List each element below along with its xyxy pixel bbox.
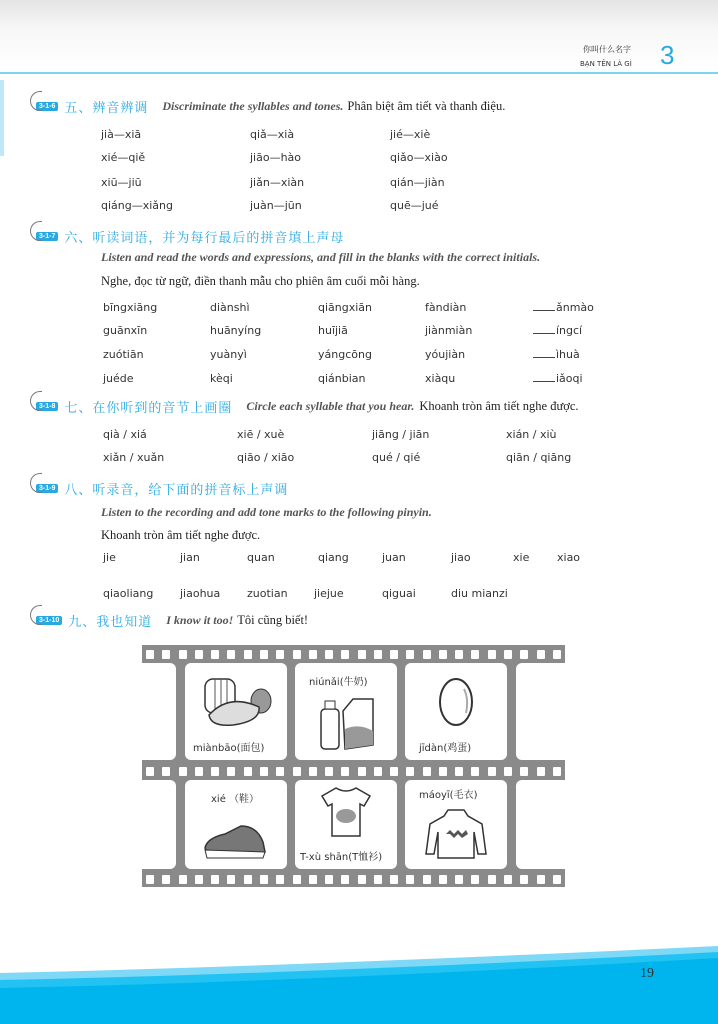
audio-track-badge[interactable]: 3-1-10 [36,616,62,625]
pinyin-item [533,372,583,385]
pinyin-item [103,551,116,564]
pinyin-item [318,324,348,337]
perforation-hole [374,767,382,776]
perforation-hole [227,650,235,659]
pinyin-text: yóujiàn [425,348,466,361]
pinyin-text: qiang [318,551,349,564]
perforation-hole [211,767,219,776]
section-instruction-en: Listen to the recording and add tone marks to the following pinyin. [101,505,432,519]
perforation-hole [390,650,398,659]
section-header-8 [30,479,288,497]
pinyin-text: huānyíng [210,324,262,337]
pinyin-item [425,372,455,385]
pinyin-item [103,587,153,600]
pinyin-item [237,451,294,464]
pinyin-text: diu mianzi [451,587,508,600]
section-instruction-en: Discriminate the syllables and tones. [162,98,344,113]
pinyin-text: qiáng—xiǎng [101,199,173,212]
pinyin-item [506,428,557,441]
perforation-hole [325,875,333,884]
pinyin-text: zuotian [247,587,288,600]
perforation-hole [358,767,366,776]
perforation-hole [488,767,496,776]
perforation-hole [293,650,301,659]
headphone-icon [30,91,42,111]
page-number: 19 [640,966,654,981]
vocab-label: T-xù shān(T恤衫) [300,852,383,863]
vocab-card-milk [295,663,397,760]
pinyin-item [533,301,594,314]
headphone-icon [30,391,42,411]
pinyin-item [101,176,142,189]
pinyin-item [103,451,164,464]
fill-blank[interactable] [533,381,555,382]
pinyin-item [180,551,200,564]
section-title-cn: 七、在你听到的音节上画圈 [64,400,233,416]
vocab-label: máoyī(毛衣) [419,790,478,801]
pinyin-text: qián—jiàn [390,176,445,189]
section-instruction-en: I know it too! [166,612,234,627]
audio-track-badge[interactable]: 3-1-8 [36,402,58,411]
perforation-hole [162,767,170,776]
section-title-cn: 九、我也知道 [68,614,153,630]
perforation-hole [227,875,235,884]
section-header-7 [30,397,579,415]
pinyin-text: xiao [557,551,581,564]
pinyin-text: jiaohua [180,587,221,600]
perforation-hole [374,650,382,659]
pinyin-text: yángcōng [318,348,372,361]
perforation-hole [537,650,545,659]
perforation-hole [471,875,479,884]
tshirt-icon [318,786,374,838]
pinyin-item [103,372,134,385]
vocab-label: xié （鞋） [211,794,260,805]
perforation-hole [162,650,170,659]
perforation-hole [179,767,187,776]
pinyin-item [425,348,465,361]
pinyin-text: qiánbian [318,372,366,385]
pinyin-text: qué / qié [372,451,421,464]
vocab-label: niúnǎi(牛奶) [309,677,368,688]
section-header-9 [30,611,308,629]
vocab-card-shoe [185,780,287,869]
pinyin-text: quē—jué [390,199,439,212]
headphone-icon [30,605,42,625]
film-perforations [142,873,565,885]
perforation-hole [276,767,284,776]
pinyin-text: zuótiān [103,348,144,361]
perforation-hole [504,875,512,884]
pinyin-text: xián / xiù [506,428,557,441]
section-instruction-en: Listen and read the words and expressions, and fill in the blanks with the correct initials. [101,250,541,264]
chapter-number: 3 [660,40,675,70]
perforation-hole [211,875,219,884]
perforation-hole [276,650,284,659]
audio-track-badge[interactable]: 3-1-6 [36,102,58,111]
pinyin-text: guānxīn [103,324,148,337]
pinyin-item [513,551,529,564]
perforation-hole [390,767,398,776]
pinyin-text: juéde [103,372,134,385]
perforation-hole [260,875,268,884]
film-perforations [142,765,565,777]
pinyin-item [250,128,294,141]
pinyin-item [533,348,580,361]
pinyin-text: huījiā [318,324,348,337]
perforation-hole [423,875,431,884]
pinyin-item [390,176,445,189]
perforation-hole [179,650,187,659]
pinyin-text: yuànyì [210,348,247,361]
pinyin-text: qiāo / xiāo [237,451,295,464]
pinyin-item [210,348,247,361]
pinyin-item [318,348,372,361]
headphone-icon [30,473,42,493]
perforation-hole [553,767,561,776]
pinyin-text: xiàqu [425,372,456,385]
perforation-hole [293,875,301,884]
perforation-hole [195,767,203,776]
pinyin-item [101,199,173,212]
pinyin-item [250,199,302,212]
pinyin-item [318,372,366,385]
pinyin-item [103,428,147,441]
perforation-hole [406,650,414,659]
perforation-hole [276,875,284,884]
pinyin-text: xiū—jiū [101,176,142,189]
pinyin-item [103,301,157,314]
pinyin-item [372,428,429,441]
perforation-hole [325,767,333,776]
perforation-hole [439,767,447,776]
film-perforations [142,648,565,660]
pinyin-text: iǎoqi [556,372,583,385]
pinyin-text: diànshì [210,301,250,314]
perforation-hole [488,650,496,659]
pinyin-text: qiān / qiāng [506,451,572,464]
pinyin-text: jiǎn—xiàn [250,176,305,189]
pinyin-text: xiē / xuè [237,428,285,441]
pinyin-item [390,128,430,141]
vocab-card-bread [185,663,287,760]
film-strip [142,645,565,887]
pinyin-item [103,348,144,361]
perforation-hole [358,875,366,884]
perforation-hole [260,650,268,659]
pinyin-text: qiguai [382,587,416,600]
fill-blank[interactable] [533,333,555,334]
perforation-hole [423,650,431,659]
pinyin-item [506,451,571,464]
pinyin-text: jié—xiè [390,128,431,141]
pinyin-text: bīngxiāng [103,301,158,314]
perforation-hole [471,650,479,659]
perforation-hole [211,650,219,659]
pinyin-text: juan [382,551,406,564]
perforation-hole [537,875,545,884]
milk-icon [315,695,385,751]
audio-track-badge[interactable]: 3-1-9 [36,484,58,493]
header-divider [0,72,718,74]
pinyin-item [372,451,420,464]
perforation-hole [244,650,252,659]
pinyin-text: xié—qiě [101,151,146,164]
footer-wave [0,914,718,1024]
perforation-hole [179,875,187,884]
section-instruction-vi: Phân biệt âm tiết và thanh điệu. [347,98,506,113]
perforation-hole [374,875,382,884]
section-instruction-vi: Tôi cũng biết! [237,612,309,627]
pinyin-text: kèqi [210,372,233,385]
perforation-hole [423,767,431,776]
pinyin-text: quan [247,551,275,564]
section-header-5 [30,97,505,115]
perforation-hole [244,767,252,776]
vocab-card-sweater [405,780,507,869]
pinyin-item [210,324,261,337]
pinyin-item [318,551,349,564]
perforation-hole [227,767,235,776]
headphone-icon [30,221,42,241]
perforation-hole [439,650,447,659]
pinyin-text: qiāngxiān [318,301,373,314]
pinyin-text: xiǎn / xuǎn [103,451,165,464]
pinyin-text: juàn—jūn [250,199,302,212]
pinyin-text: qià / xiá [103,428,147,441]
perforation-hole [471,767,479,776]
section-instruction-vi: Khoanh tròn âm tiết nghe được. [101,528,261,542]
section-header-6 [30,227,344,245]
pinyin-text: jiāng / jiān [372,428,430,441]
perforation-hole [520,650,528,659]
perforation-hole [309,767,317,776]
perforation-hole [309,650,317,659]
pinyin-text: ǎnmào [556,301,594,314]
perforation-hole [162,875,170,884]
lesson-title-chinese: 你叫什么名字 [583,45,631,54]
pinyin-item [557,551,580,564]
perforation-hole [455,650,463,659]
perforation-hole [309,875,317,884]
pinyin-item [390,199,439,212]
perforation-hole [146,650,154,659]
vocab-card-tshirt [295,780,397,869]
fill-blank[interactable] [533,310,555,311]
pinyin-text: jià—xiā [101,128,142,141]
perforation-hole [146,767,154,776]
pinyin-text: jiao [451,551,471,564]
pinyin-text: jian [180,551,200,564]
pinyin-item [250,176,304,189]
pinyin-text: ìhuà [556,348,580,361]
perforation-hole [358,650,366,659]
pinyin-item [382,587,416,600]
section-title-cn: 五、辨音辨调 [64,100,149,116]
shoe-icon [201,820,271,860]
audio-track-badge[interactable]: 3-1-7 [36,232,58,241]
perforation-hole [504,767,512,776]
perforation-hole [260,767,268,776]
section-instruction-vi: Khoanh tròn âm tiết nghe được. [419,398,579,413]
pinyin-text: fàndiàn [425,301,467,314]
pinyin-item [250,151,301,164]
perforation-hole [439,875,447,884]
pinyin-item [180,587,220,600]
perforation-hole [455,875,463,884]
pinyin-text: jiejue [314,587,344,600]
pinyin-item [451,587,508,600]
pinyin-item [533,324,582,337]
perforation-hole [488,875,496,884]
pinyin-text: xie [513,551,530,564]
pinyin-text: jiāo—hào [250,151,302,164]
pinyin-text: íngcí [556,324,583,337]
pinyin-item [382,551,406,564]
section-instruction-vi: Nghe, đọc từ ngữ, điền thanh mẫu cho phiên âm cuối mỗi hàng. [101,274,420,288]
pinyin-item [101,128,141,141]
section-title-cn: 八、听录音，给下面的拼音标上声调 [64,482,289,498]
pinyin-text: jiànmiàn [425,324,473,337]
perforation-hole [504,650,512,659]
section-title-cn: 六、听读词语，并为每行最后的拼音填上声母 [64,230,345,246]
pinyin-text: qiǎ—xià [250,128,295,141]
pinyin-text: qiǎo—xiào [390,151,448,164]
pinyin-item [247,587,288,600]
perforation-hole [341,767,349,776]
perforation-hole [406,767,414,776]
side-accent-bar [0,80,4,156]
perforation-hole [553,875,561,884]
pinyin-item [318,301,372,314]
section-instruction-en: Circle each syllable that you hear. [246,398,415,413]
vocab-card-egg [405,663,507,760]
perforation-hole [341,875,349,884]
pinyin-item [247,551,275,564]
lesson-title-vietnamese: BẠN TÊN LÀ GÌ [580,60,632,68]
perforation-hole [455,767,463,776]
perforation-hole [406,875,414,884]
perforation-hole [195,650,203,659]
pinyin-text: qiaoliang [103,587,154,600]
perforation-hole [341,650,349,659]
perforation-hole [325,650,333,659]
sweater-icon [424,806,488,862]
pinyin-item [390,151,448,164]
vocab-label: jīdàn(鸡蛋) [419,743,472,754]
perforation-hole [244,875,252,884]
vocab-label: miànbāo(面包) [193,743,265,754]
pinyin-item [210,301,250,314]
pinyin-item [425,324,472,337]
pinyin-item [425,301,466,314]
pinyin-item [103,324,147,337]
perforation-hole [520,875,528,884]
pinyin-item [237,428,284,441]
bread-icon [199,673,279,729]
pinyin-item [451,551,471,564]
perforation-hole [293,767,301,776]
perforation-hole [520,767,528,776]
pinyin-item [314,587,344,600]
egg-icon [436,675,476,727]
pinyin-item [101,151,145,164]
perforation-hole [537,767,545,776]
pinyin-text: jie [103,551,116,564]
perforation-hole [146,875,154,884]
perforation-hole [195,875,203,884]
perforation-hole [390,875,398,884]
perforation-hole [553,650,561,659]
pinyin-item [210,372,233,385]
fill-blank[interactable] [533,357,555,358]
